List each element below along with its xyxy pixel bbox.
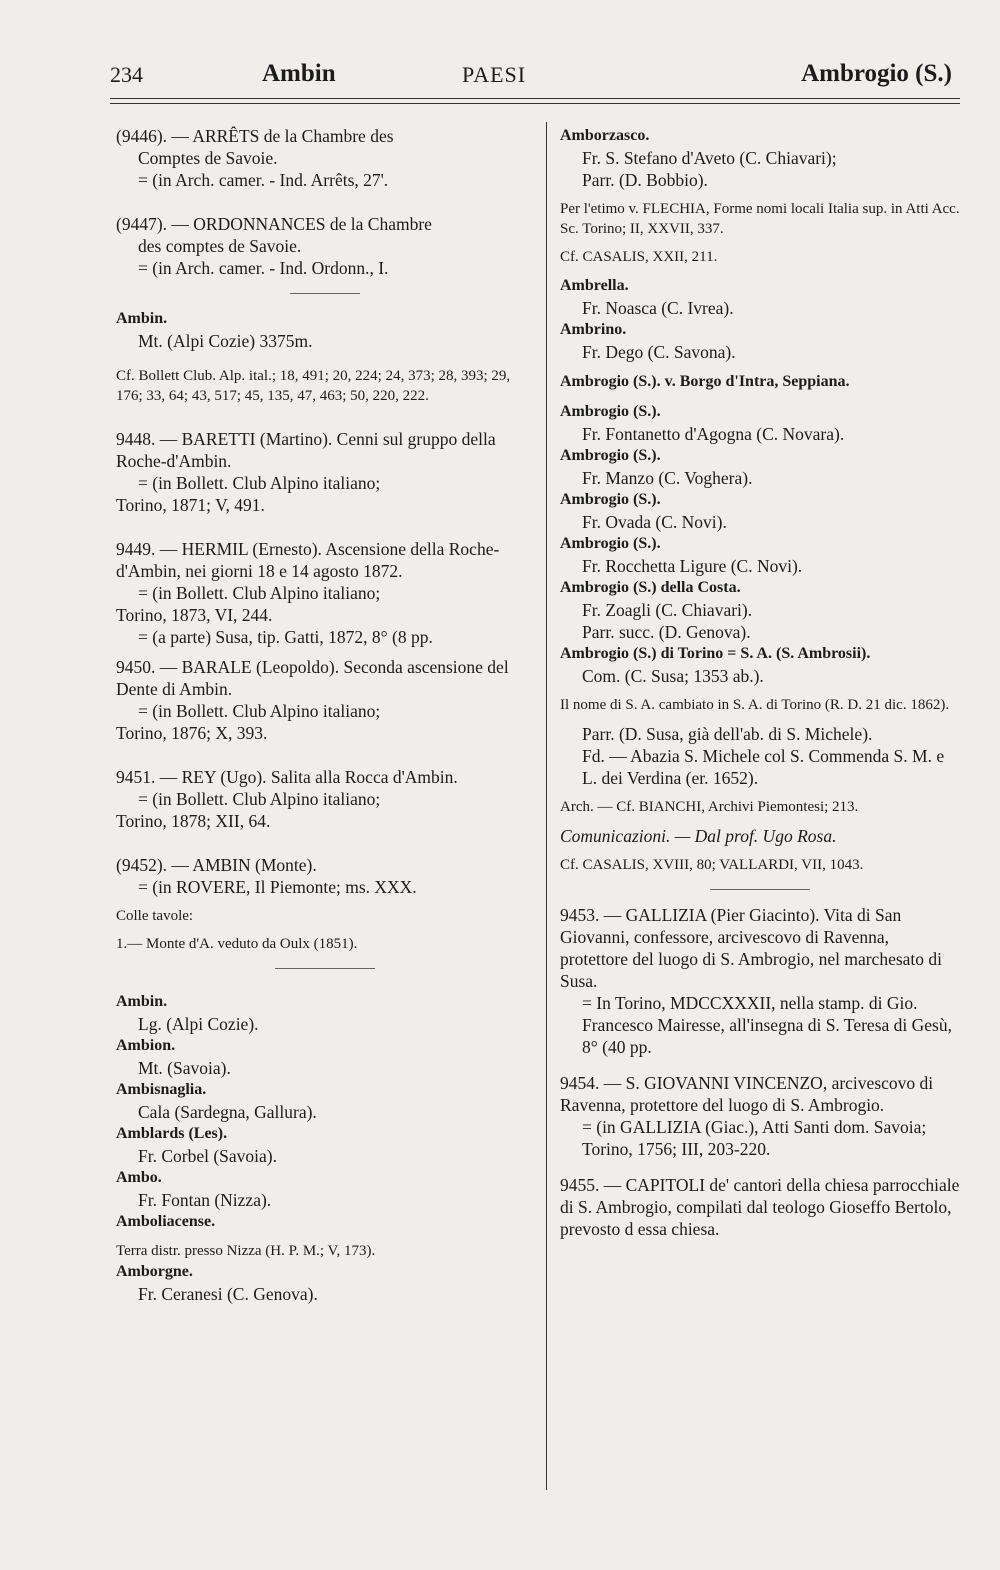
entry-text: Torino, 1871; V, 491. [116,495,265,515]
place-detail: Mt. (Savoia). [138,1058,231,1078]
place-detail: Fr. S. Stefano d'Aveto (C. Chiavari); [582,148,837,168]
place-note: Per l'etimo v. FLECHIA, Forme nomi locali Italia sup. in Atti Acc. Sc. Torino; II, XXVII, 337. [560,201,960,237]
entry-citation: = (in Arch. camer. - Ind. Arrêts, 27'. [138,170,389,190]
entry-text: des comptes de Savoie. [138,236,302,256]
entry-9453 [560,904,960,1058]
place-detail: Fr. Ovada (C. Novi). [582,512,727,532]
entry-citation: = (in Bollett. Club Alpino italiano; [138,473,381,493]
place-heading: Ambrogio (S.). [560,403,661,420]
place-entry-ambrogio-costa [560,577,960,643]
place-detail: Parr. (D. Bobbio). [582,170,708,190]
separator-rule [275,968,375,969]
entry-text: (9447). — ORDONNANCES de la Chambre [116,214,432,234]
place-entry-amborzasco [560,125,960,267]
place-heading: Amboliacense. [116,1213,216,1230]
entry-9454 [560,1072,960,1160]
column-divider [546,122,547,1490]
place-detail: Fr. Fontanetto d'Agogna (C. Novara). [582,424,845,444]
place-entry-amboliacense [116,1211,534,1261]
entry-9448 [116,428,534,516]
left-catchword: Ambin [262,60,336,87]
place-detail: Fr. Corbel (Savoia). [138,1146,278,1166]
right-catchword: Ambrogio (S.) [801,60,952,87]
entry-text: 9450. — BARALE (Leopoldo). Seconda ascensione del Dente di Ambin. [116,657,509,699]
place-entry-ambion [116,1035,534,1079]
place-entry-ambrogio-rinvio [560,371,960,393]
entry-citation: = (in Bollett. Club Alpino italiano; [138,583,381,603]
entry-note: 1.— Monte d'A. veduto da Oulx (1851). [116,936,358,952]
header-rule-bottom [110,103,960,104]
place-heading: Ambrella. [560,277,629,294]
place-heading: Ambrogio (S.). [560,447,661,464]
place-entry-ambrogio-ovada [560,489,960,533]
place-heading: Amborzasco. [560,127,650,144]
place-note: Il nome di S. A. cambiato in S. A. di Torino (R. D. 21 dic. 1862). [560,697,950,713]
entry-9449 [116,538,534,648]
place-heading: Ambrino. [560,321,627,338]
section-title: PAESI [462,62,527,87]
entry-text: 9455. — CAPITOLI de' cantori della chiesa parrocchiale di S. Ambrogio, compilati dal teologo Gioseffo Bertolo, prevosto d essa chiesa. [560,1175,960,1239]
place-detail: Parr. succ. (D. Genova). [582,622,751,642]
entry-text: 9448. — BARETTI (Martino). Cenni sul gruppo della Roche-d'Ambin. [116,429,496,471]
place-entry-ambrella [560,275,960,319]
place-detail: Fr. Noasca (C. Ivrea). [582,298,734,318]
entry-citation: = In Torino, MDCCXXXII, nella stamp. di Gio. Francesco Mairesse, all'insegna di S. Teresa di Gesù, 8° (40 pp. [582,993,952,1057]
place-reference: Cf. CASALIS, XXII, 211. [560,249,718,265]
place-detail: Parr. (D. Susa, già dell'ab. di S. Michele). [582,724,873,744]
place-entry-ambrino [560,319,960,363]
entry-text: 9453. — GALLIZIA (Pier Giacinto). Vita di San Giovanni, confessore, arcivescovo di Ravenna, protettore del luogo di S. Ambrogio, nel marchesato di Susa. [560,905,943,991]
entry-citation: = (in Arch. camer. - Ind. Ordonn., I. [138,258,389,278]
entry-text: 9449. — HERMIL (Ernesto). Ascensione della Roche-d'Ambin, nei giorni 18 e 14 agosto 1872. [116,539,500,581]
entry-text: (9452). — AMBIN (Monte). [116,855,317,875]
entry-citation: = (in Bollett. Club Alpino italiano; [138,701,381,721]
page-number: 234 [110,62,143,87]
place-detail: Fr. Dego (C. Savona). [582,342,736,362]
entry-citation: = (a parte) Susa, tip. Gatti, 1872, 8° (8 pp. [138,627,433,647]
place-detail: Fd. — Abazia S. Michele col S. Commenda S. M. e L. dei Verdina (er. 1652). [582,746,945,788]
place-detail: Cala (Sardegna, Gallura). [138,1102,317,1122]
entry-9447 [116,213,534,279]
entry-9450 [116,656,534,744]
entry-9446 [116,125,534,191]
entry-note: Colle tavole: [116,908,194,924]
place-detail: Fr. Zoagli (C. Chiavari). [582,600,753,620]
place-communications: Comunicazioni. — Dal prof. Ugo Rosa. [560,826,837,846]
entry-citation: = (in ROVERE, Il Piemonte; ms. XXX. [138,877,417,897]
right-column [560,125,960,1240]
entry-text: (9446). — ARRÊTS de la Chambre des [116,126,394,146]
entry-9452 [116,854,534,954]
place-entry-ambin-lago [116,991,534,1035]
place-heading: Amblards (Les). [116,1125,228,1142]
place-entry-amblards [116,1123,534,1167]
place-heading: Ambrogio (S.) di Torino = S. A. (S. Ambrosii). [560,645,871,662]
place-heading: Ambisnaglia. [116,1081,207,1098]
place-heading: Ambo. [116,1169,162,1186]
separator-rule [290,293,360,294]
place-detail: Com. (C. Susa; 1353 ab.). [582,666,764,686]
left-column [116,125,534,1305]
place-detail: Lg. (Alpi Cozie). [138,1014,259,1034]
entry-text: 9451. — REY (Ugo). Salita alla Rocca d'Ambin. [116,767,458,787]
place-reference: Cf. Bollett Club. Alp. ital.; 18, 491; 20, 224; 24, 373; 28, 393; 29, 176; 33, 64; 43, 517; 45, 135, 47, 463; 50, 220, 222. [116,368,511,404]
place-heading: Ambion. [116,1037,176,1054]
header-rule-top [110,98,960,99]
separator-rule [710,889,810,890]
place-detail: Fr. Rocchetta Ligure (C. Novi). [582,556,803,576]
place-heading: Ambin. [116,310,168,327]
entry-text: 9454. — S. GIOVANNI VINCENZO, arcivescovo di Ravenna, protettore del luogo di S. Ambrogio. [560,1073,934,1115]
entry-text: Torino, 1878; XII, 64. [116,811,271,831]
place-entry-ambin [116,308,534,406]
place-heading: Ambrogio (S.). [560,535,661,552]
running-header [110,58,960,98]
place-entry-ambrogio-fontanetto [560,401,960,445]
place-heading: Ambrogio (S.) della Costa. [560,579,741,596]
place-heading: Ambrogio (S.). v. Borgo d'Intra, Seppiana. [560,373,850,390]
place-entry-ambrogio-rocchetta [560,533,960,577]
place-archive: Arch. — Cf. BIANCHI, Archivi Piemontesi; 213. [560,799,859,815]
place-detail: Fr. Manzo (C. Voghera). [582,468,753,488]
place-heading: Ambrogio (S.). [560,491,661,508]
place-heading: Amborgne. [116,1263,193,1280]
place-detail: Mt. (Alpi Cozie) 3375m. [138,331,313,351]
place-entry-ambrogio-manzo [560,445,960,489]
place-entry-ambrogio-torino [560,643,960,875]
place-detail: Terra distr. presso Nizza (H. P. M.; V, 173). [116,1243,376,1259]
entry-9451 [116,766,534,832]
entry-text: Torino, 1873, VI, 244. [116,605,273,625]
place-heading: Ambin. [116,993,168,1010]
entry-citation: = (in Bollett. Club Alpino italiano; [138,789,381,809]
entry-text: Torino, 1876; X, 393. [116,723,268,743]
place-entry-ambisnaglia [116,1079,534,1123]
place-entry-amborgne [116,1261,534,1305]
place-entry-ambo [116,1167,534,1211]
place-detail: Fr. Fontan (Nizza). [138,1190,272,1210]
place-reference: Cf. CASALIS, XVIII, 80; VALLARDI, VII, 1043. [560,857,864,873]
entry-citation: = (in GALLIZIA (Giac.), Atti Santi dom. Savoia; Torino, 1756; III, 203-220. [582,1117,927,1159]
place-detail: Fr. Ceranesi (C. Genova). [138,1284,318,1304]
entry-9455 [560,1174,960,1240]
entry-text: Comptes de Savoie. [138,148,278,168]
